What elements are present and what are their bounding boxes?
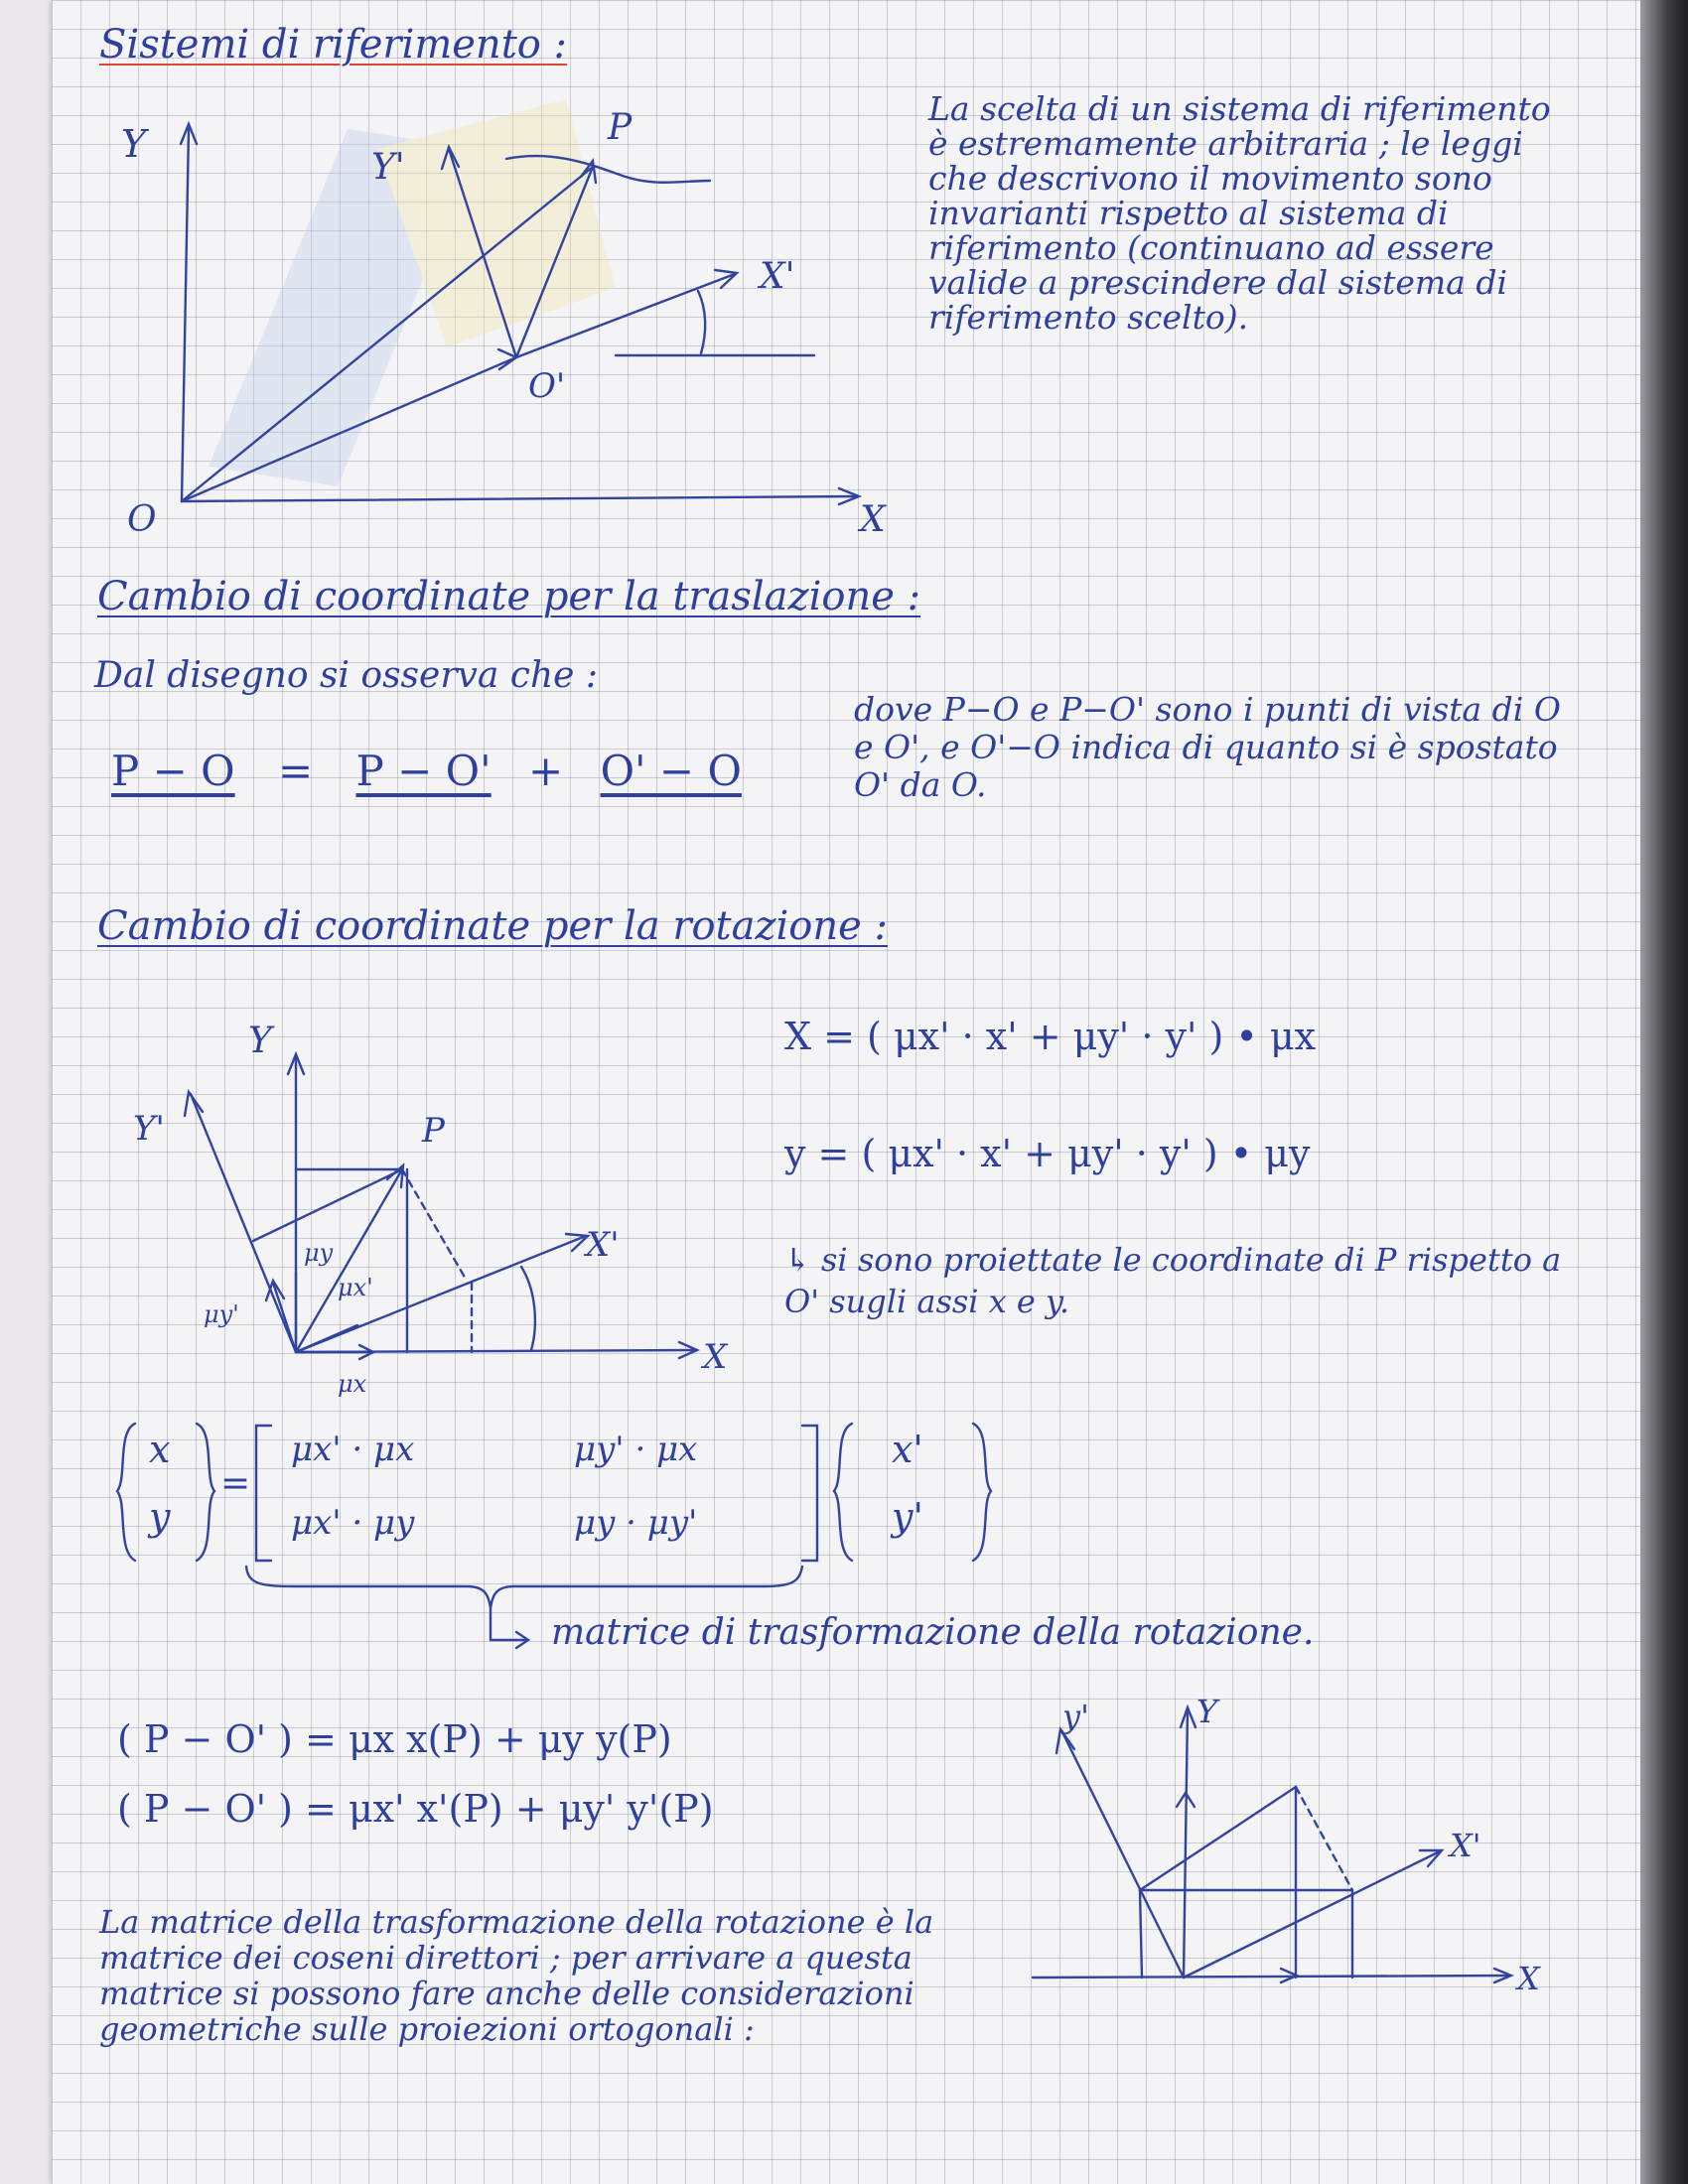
m21: μx' · μy [291, 1503, 415, 1543]
vec-x: x [149, 1428, 171, 1471]
section2-title: Cambio di coordinate per la traslazione : [97, 574, 921, 619]
page-edge-shadow [1640, 0, 1688, 2184]
fig2-p-line [1140, 1787, 1296, 1890]
m22: μy · μy' [574, 1503, 698, 1543]
label-p: P [608, 107, 633, 148]
fig2-y-prime-axis [1062, 1732, 1184, 1978]
eq-plus: + [528, 747, 564, 795]
rot-label-mu-y: μy [304, 1239, 334, 1267]
fig2-label-x: X [1517, 1960, 1540, 1997]
rot-label-mu-y-prime: μy' [204, 1300, 239, 1328]
fig2-x-axis [1033, 1976, 1509, 1978]
position-eq-2: ( P − O' ) = μx' x'(P) + μy' y'(P) [117, 1787, 714, 1831]
m11: μx' · μx [291, 1430, 415, 1469]
reference-frame-paragraph: La scelta di un sistema di riferimento è estremamente arbitraria ; le leggi che descrivono il movimento sono invarianti rispetto al sistema di riferimento (continuano ad essere valide a prescindere dal sistema di riferimento scelto). [928, 89, 1551, 337]
label-y-prime: Y' [371, 147, 405, 188]
label-x-prime: X' [760, 256, 795, 297]
label-x: X [860, 499, 886, 540]
rot-label-mu-x: μx [338, 1370, 367, 1398]
rot-label-y-prime: Y' [133, 1109, 165, 1149]
label-o: O [127, 499, 157, 540]
fig2-drop-left [1140, 1890, 1142, 1978]
fig2-dashed [1296, 1787, 1352, 1890]
eq-equals: = [277, 747, 314, 795]
label-o-prime: O' [528, 366, 566, 406]
eq-lhs: P − O [111, 747, 235, 795]
matrix-caption: matrice di trasformazione della rotazione. [551, 1612, 1315, 1653]
rot-label-mu-x-prime: μx' [338, 1274, 373, 1301]
eq-term2: O' − O [600, 747, 742, 795]
vec-y: y [149, 1495, 171, 1539]
vec-x-prime: x' [892, 1428, 923, 1471]
label-y: Y [121, 122, 147, 166]
position-eq-1: ( P − O' ) = μx x(P) + μy y(P) [117, 1717, 672, 1761]
fig2-label-x-prime: X' [1450, 1827, 1481, 1864]
m12: μy' · μx [574, 1430, 698, 1469]
vec-y-prime: y' [892, 1495, 923, 1539]
rot-label-p: P [422, 1111, 445, 1151]
closing-paragraph: La matrice della trasformazione della rotazione è la matrice dei coseni direttori ; per arrivare a questa matrice si possono fare anche delle considerazioni geometriche sulle proiezioni ortogonali : [99, 1903, 934, 2048]
rotation-note: ↳ si sono proiettate le coordinate di P rispetto a O' sugli assi x e y. [784, 1241, 1562, 1320]
rot-label-x-prime: X' [586, 1225, 620, 1265]
rot-label-x: X [703, 1337, 728, 1377]
section1-title: Sistemi di riferimento : [99, 22, 568, 68]
rotation-eq-x: X = ( μx' · x' + μy' · y' ) • μx [784, 1015, 1317, 1058]
translation-explanation: dove P−O e P−O' sono i punti di vista di O e O', e O'−O indica di quanto si è spostato O' da O. [854, 690, 1561, 804]
rot-label-y: Y [248, 1021, 272, 1061]
fig2-y-axis [1184, 1709, 1188, 1978]
fig2-x-prime-axis [1184, 1851, 1440, 1978]
fig2-label-y: Y [1196, 1693, 1218, 1730]
matrix-equals: = [220, 1463, 251, 1504]
eq-term1: P − O' [355, 747, 492, 795]
fig2-label-y-prime: y' [1062, 1698, 1089, 1735]
rotation-eq-y: y = ( μx' · x' + μy' · y' ) • μy [784, 1132, 1311, 1175]
translation-intro: Dal disegno si osserva che : [94, 655, 599, 696]
section3-title: Cambio di coordinate per la rotazione : [97, 903, 889, 949]
